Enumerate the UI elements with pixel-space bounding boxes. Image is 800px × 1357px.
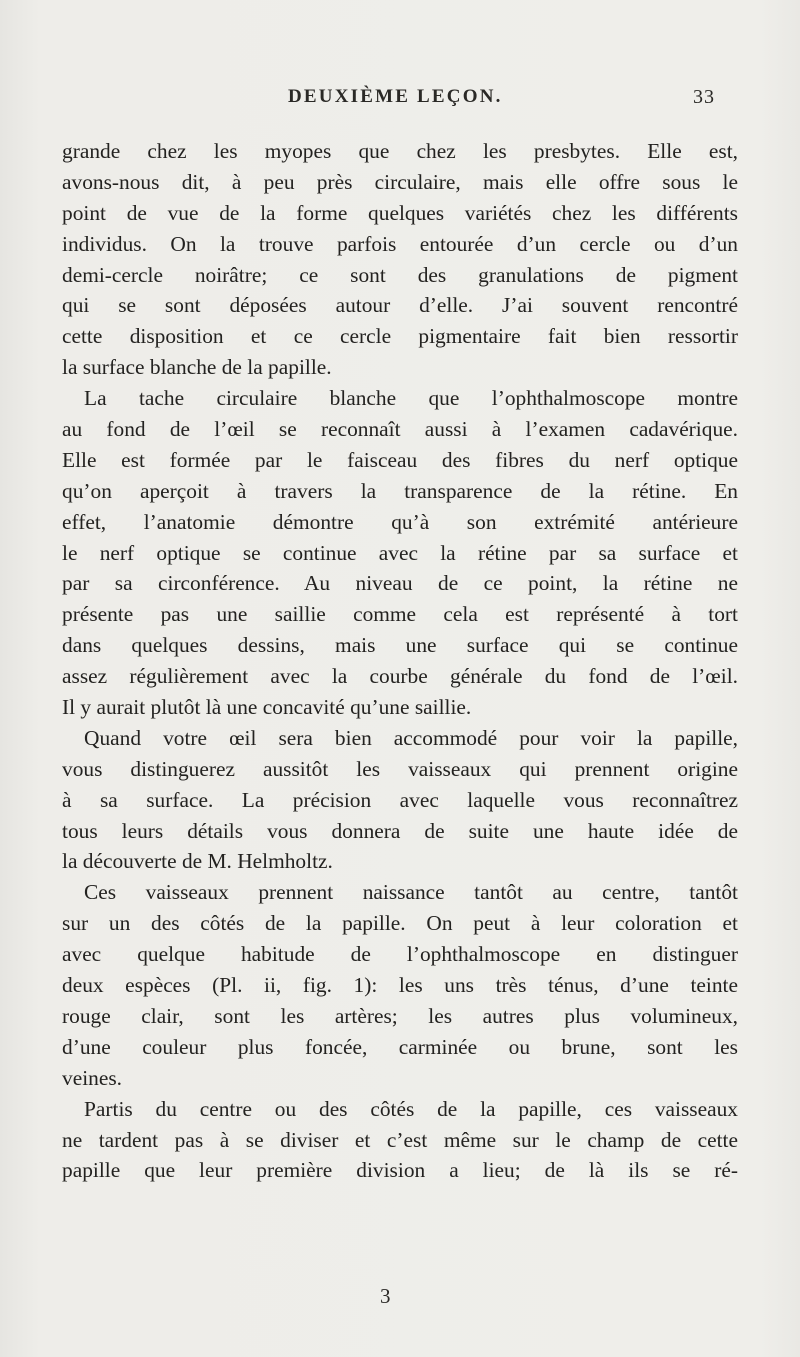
text-line: à sa surface. La précision avec laquelle vous reconnaîtrez <box>62 787 738 812</box>
text-line: individus. On la trouve parfois entourée d’un cercle ou d’un <box>62 231 738 256</box>
text-line: par sa circonférence. Au niveau de ce point, la rétine ne <box>62 571 738 596</box>
text-line: deux espèces (Pl. ii, fig. 1): les uns très ténus, d’une teinte <box>62 973 738 998</box>
text-line: le nerf optique se continue avec la rétine par sa surface et <box>62 540 738 565</box>
text-line: rouge clair, sont les artères; les autres plus volumineux, <box>62 1003 738 1028</box>
text-line: présente pas une saillie comme cela est représenté à tort <box>62 602 738 627</box>
signature-mark: 3 <box>380 1284 391 1308</box>
text-line: au fond de l’œil se reconnaît aussi à l’examen cadavérique. <box>62 417 738 442</box>
text-line: assez régulièrement avec la courbe générale du fond de l’œil. <box>62 664 738 689</box>
text-line: dans quelques dessins, mais une surface qui se continue <box>62 633 738 658</box>
text-line: la surface blanche de la papille. <box>62 355 332 380</box>
text-line: avons-nous dit, à peu près circulaire, mais elle offre sous le <box>62 169 738 194</box>
text-line: qu’on aperçoit à travers la transparence de la rétine. En <box>62 478 738 503</box>
text-line: d’une couleur plus foncée, carminée ou brune, sont les <box>62 1034 738 1059</box>
text-line: qui se sont déposées autour d’elle. J’ai souvent rencontré <box>62 293 738 318</box>
text-line: papille que leur première division a lieu; de là ils se ré- <box>62 1158 738 1183</box>
text-line: Elle est formée par le faisceau des fibres du nerf optique <box>62 447 738 472</box>
text-line: tous leurs détails vous donnera de suite une haute idée de <box>62 818 738 843</box>
text-line: sur un des côtés de la papille. On peut à leur coloration et <box>62 911 738 936</box>
text-line: la découverte de M. Helmholtz. <box>62 849 333 874</box>
text-line: point de vue de la forme quelques variétés chez les différents <box>62 200 738 225</box>
text-line: Il y aurait plutôt là une concavité qu’une saillie. <box>62 695 472 720</box>
text-line: ne tardent pas à se diviser et c’est même sur le champ de cette <box>62 1127 738 1152</box>
text-line: cette disposition et ce cercle pigmentaire fait bien ressortir <box>62 324 738 349</box>
running-title: DEUXIÈME LEÇON. <box>288 86 503 107</box>
text-line: Partis du centre ou des côtés de la papille, ces vaisseaux <box>84 1096 738 1121</box>
text-line: grande chez les myopes que chez les presbytes. Elle est, <box>62 139 738 163</box>
text-line: La tache circulaire blanche que l’ophthalmoscope montre <box>84 386 738 411</box>
text-line: avec quelque habitude de l’ophthalmoscope en distinguer <box>62 942 738 967</box>
running-head <box>0 86 800 116</box>
page-number: 33 <box>693 86 715 108</box>
text-line: Quand votre œil sera bien accommodé pour voir la papille, <box>84 725 738 750</box>
body-text <box>62 136 738 1186</box>
text-line: effet, l’anatomie démontre qu’à son extrémité antérieure <box>62 509 738 534</box>
text-line: vous distinguerez aussitôt les vaisseaux qui prennent origine <box>62 756 738 781</box>
text-line: veines. <box>62 1065 122 1090</box>
text-line: demi-cercle noirâtre; ce sont des granulations de pigment <box>62 262 738 287</box>
text-line: Ces vaisseaux prennent naissance tantôt au centre, tantôt <box>84 880 738 905</box>
